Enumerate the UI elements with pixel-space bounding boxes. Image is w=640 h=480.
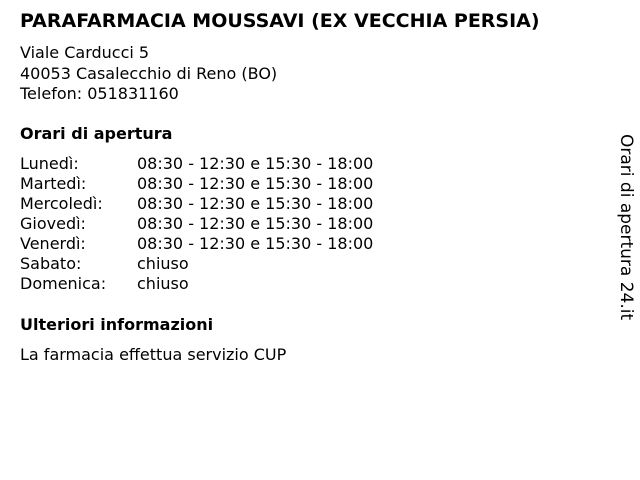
day-label: Mercoledì: — [20, 194, 103, 213]
hours-row-monday — [20, 154, 373, 174]
hours-row-sunday — [20, 274, 373, 294]
time-value: 08:30 - 12:30 e 15:30 - 18:00 — [137, 154, 374, 173]
time-value: 08:30 - 12:30 e 15:30 - 18:00 — [137, 194, 374, 213]
time-value: 08:30 - 12:30 e 15:30 - 18:00 — [137, 214, 374, 233]
day-label: Giovedì: — [20, 214, 86, 233]
phone-number: Telefon: 051831160 — [20, 84, 179, 103]
store-address — [20, 43, 277, 105]
time-value: chiuso — [137, 274, 189, 293]
time-value: 08:30 - 12:30 e 15:30 - 18:00 — [137, 174, 374, 193]
brand-link[interactable]: Orari di apertura 24.it — [616, 134, 636, 321]
store-title: PARAFARMACIA MOUSSAVI (EX VECCHIA PERSIA) — [20, 10, 540, 32]
city-address: 40053 Casalecchio di Reno (BO) — [20, 63, 278, 83]
hours-row-thursday — [20, 214, 373, 234]
hours-row-friday — [20, 234, 373, 254]
day-label: Martedì: — [20, 174, 87, 193]
hours-row-wednesday — [20, 194, 373, 214]
hours-row-tuesday — [20, 174, 373, 194]
brand-watermark[interactable] — [610, 134, 636, 321]
opening-hours-table — [20, 154, 373, 294]
hours-heading: Orari di apertura — [20, 124, 173, 143]
day-label: Venerdì: — [20, 234, 86, 253]
street-address: Viale Carducci 5 — [20, 43, 150, 62]
day-label: Sabato: — [20, 254, 82, 273]
info-heading: Ulteriori informazioni — [20, 315, 214, 334]
info-text: La farmacia effettua servizio CUP — [20, 345, 287, 364]
hours-row-saturday — [20, 254, 373, 274]
time-value: 08:30 - 12:30 e 15:30 - 18:00 — [137, 234, 374, 253]
day-label: Domenica: — [20, 274, 107, 293]
day-label: Lunedì: — [20, 154, 79, 173]
time-value: chiuso — [137, 254, 189, 273]
